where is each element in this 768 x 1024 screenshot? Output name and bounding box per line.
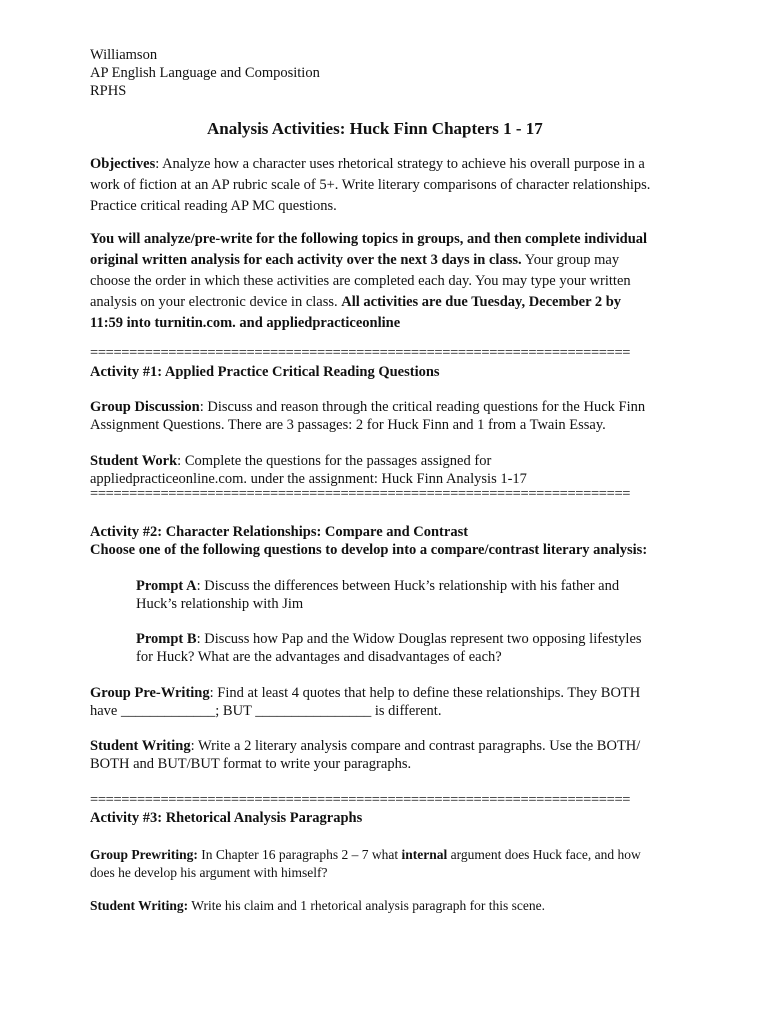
activity-1-heading: Activity #1: Applied Practice Critical Reading Questions: [90, 364, 440, 380]
activity-3-prewriting-text-b: argument does Huck face, and how: [447, 847, 641, 862]
objectives-line-2: work of fiction at an AP rubric scale of 5+. Write literary comparisons of character relationships.: [90, 177, 651, 193]
instructions-line-3: choose the order in which these activities are completed each day. You may type your written: [90, 273, 631, 289]
activity-3-prewriting-text-a: In Chapter 16 paragraphs 2 – 7 what: [197, 847, 402, 862]
activity-2-subheading: Choose one of the following questions to develop into a compare/contrast literary analysis:: [90, 542, 648, 558]
instructions-line-2-rest: Your group may: [521, 252, 620, 268]
instructions-line-1: You will analyze/pre-write for the following topics in groups, and then complete individual: [90, 231, 648, 247]
student-writing-label: Student Writing: [90, 738, 191, 754]
activity-3-prewriting-line-1: [90, 846, 641, 864]
activity-2-writing-line-1: [90, 737, 640, 755]
instructions-line-4: [90, 292, 621, 313]
instructions-line-2-bold: original written analysis for each activity over the next 3 days in class.: [90, 252, 522, 268]
teacher-name: Williamson: [90, 47, 158, 63]
separator-rule: =====================================================================: [90, 486, 631, 502]
activity-2-prewriting-line-1: [90, 684, 640, 702]
activity-1-student-line-1: [90, 452, 491, 470]
prompt-a-label: Prompt A: [136, 578, 197, 594]
activity-3-writing-label: Student Writing:: [90, 898, 189, 913]
instructions-line-5: 11:59 into turnitin.com. and appliedpracticeonline: [90, 315, 401, 331]
separator-rule: =====================================================================: [90, 792, 631, 808]
group-discussion-text: : Discuss and reason through the critical reading questions for the Huck Finn: [199, 399, 646, 415]
instructions-due-date: All activities are due Tuesday, December 2 by: [341, 294, 622, 310]
activity-3-writing-line-1: [90, 897, 545, 915]
prompt-b-label: Prompt B: [136, 631, 197, 647]
activity-2-writing-line-2: BOTH and BUT/BUT format to write your paragraphs.: [90, 756, 412, 772]
activity-3-prewriting-label: Group Prewriting:: [90, 847, 198, 862]
prompt-b-line-1: [136, 630, 642, 648]
activity-3-writing-text: Write his claim and 1 rhetorical analysis paragraph for this scene.: [188, 898, 545, 913]
objectives-label: Objectives: [90, 156, 156, 172]
school-name: RPHS: [90, 83, 127, 99]
activity-2-prewriting-line-2: have _____________; BUT ________________ is different.: [90, 703, 442, 719]
page-title: Analysis Activities: Huck Finn Chapters 1 - 17: [207, 119, 543, 138]
objectives-line-3: Practice critical reading AP MC questions.: [90, 198, 337, 214]
prompt-a-text: : Discuss the differences between Huck’s relationship with his father and: [196, 578, 620, 594]
objectives-line-1: [90, 154, 645, 175]
activity-1-group-line-2: Assignment Questions. There are 3 passages: 2 for Huck Finn and 1 from a Twain Essay.: [90, 417, 606, 433]
group-prewriting-label: Group Pre-Writing: [90, 685, 210, 701]
group-discussion-label: Group Discussion: [90, 399, 200, 415]
prompt-b-text: : Discuss how Pap and the Widow Douglas represent two opposing lifestyles: [196, 631, 642, 647]
activity-1-student-line-2: appliedpracticeonline.com. under the assignment: Huck Finn Analysis 1-17: [90, 471, 527, 487]
instructions-line-2: [90, 250, 619, 271]
prompt-a-line-1: [136, 577, 619, 595]
activity-3-prewriting-line-2: does he develop his argument with himself?: [90, 865, 328, 880]
group-prewriting-text: : Find at least 4 quotes that help to define these relationships. They BOTH: [209, 685, 641, 701]
course-name: AP English Language and Composition: [90, 65, 320, 81]
internal-emphasis: internal: [401, 847, 448, 862]
prompt-a-line-2: Huck’s relationship with Jim: [136, 596, 304, 612]
objectives-text-1: : Analyze how a character uses rhetorical strategy to achieve his overall purpose in a: [155, 156, 645, 172]
activity-1-group-line-1: [90, 398, 645, 416]
instructions-line-4-rest: analysis on your electronic device in class.: [90, 294, 342, 310]
student-work-text: : Complete the questions for the passages assigned for: [177, 453, 492, 469]
activity-2-heading: Activity #2: Character Relationships: Compare and Contrast: [90, 524, 469, 540]
prompt-b-line-2: for Huck? What are the advantages and disadvantages of each?: [136, 649, 502, 665]
student-work-label: Student Work: [90, 453, 178, 469]
activity-3-heading: Activity #3: Rhetorical Analysis Paragraphs: [90, 810, 363, 826]
student-writing-text: : Write a 2 literary analysis compare and contrast paragraphs. Use the BOTH/: [190, 738, 641, 754]
separator-rule: =====================================================================: [90, 345, 631, 361]
